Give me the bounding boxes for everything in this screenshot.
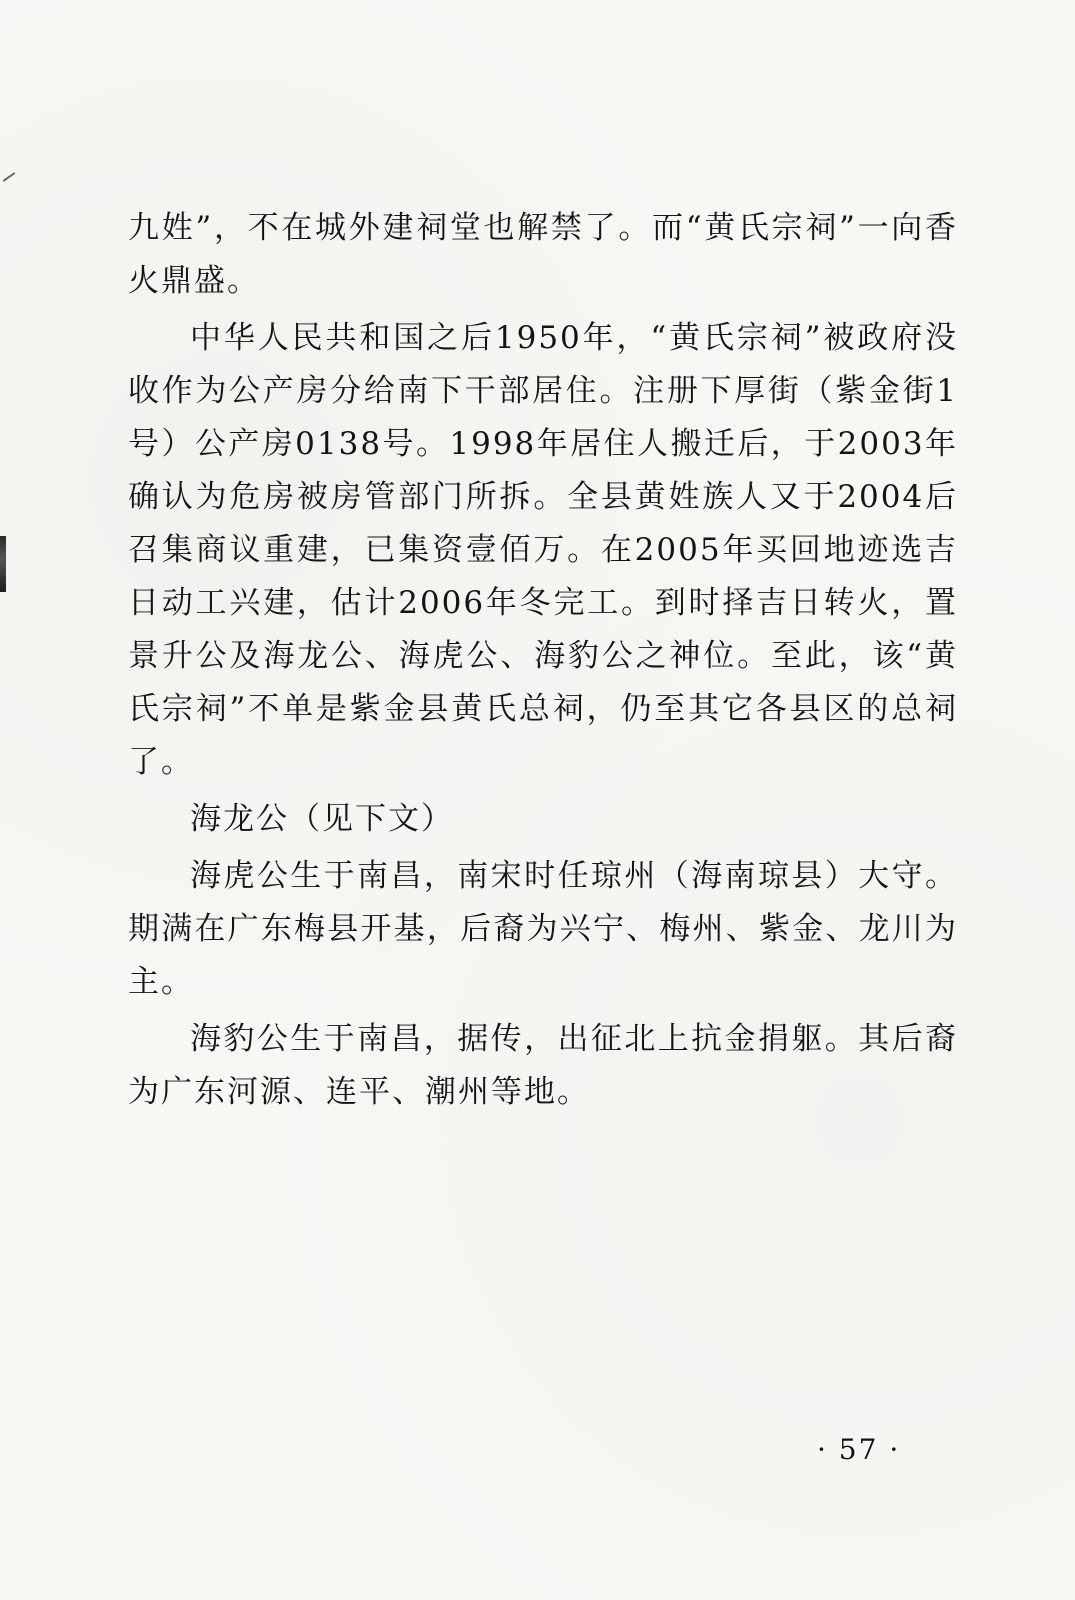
paragraph-continuation: 九姓”，不在城外建祠堂也解禁了。而“黄氏宗祠”一向香火鼎盛。 bbox=[128, 210, 958, 299]
page-number: · 57 · bbox=[817, 1433, 901, 1466]
body-text bbox=[128, 202, 958, 1119]
paragraph-haibao: 海豹公生于南昌，据传，出征北上抗金捐躯。其后裔为广东河源、连平、潮州等地。 bbox=[128, 1021, 958, 1110]
paragraph-ancestral-hall-history: 中华人民共和国之后1950年，“黄氏宗祠”被政府没收作为公产房分给南下干部居住。注册下厚街（紫金街1号）公产房0138号。1998年居住人搬迁后，于2003年确认为危房被房管部门所拆。全县黄姓族人又于2004后召集商议重建，已集资壹佰万。在2005年买回地迹选吉日动工兴建，估计2006年冬完工。到时择吉日转火，置景升公及海龙公、海虎公、海豹公之神位。至此，该“黄氏宗祠”不单是紫金县黄氏总祠，仍至其它各县区的总祠了。 bbox=[128, 320, 958, 780]
scan-binding-shadow bbox=[0, 536, 6, 592]
paragraph-haihu: 海虎公生于南昌，南宋时任琼州（海南琼县）大守。期满在广东梅县开基，后裔为兴宁、梅州、紫金、龙川为主。 bbox=[128, 858, 958, 1000]
scan-artifact-mark bbox=[3, 172, 16, 182]
paragraph-hailong: 海龙公（见下文） bbox=[190, 801, 454, 837]
